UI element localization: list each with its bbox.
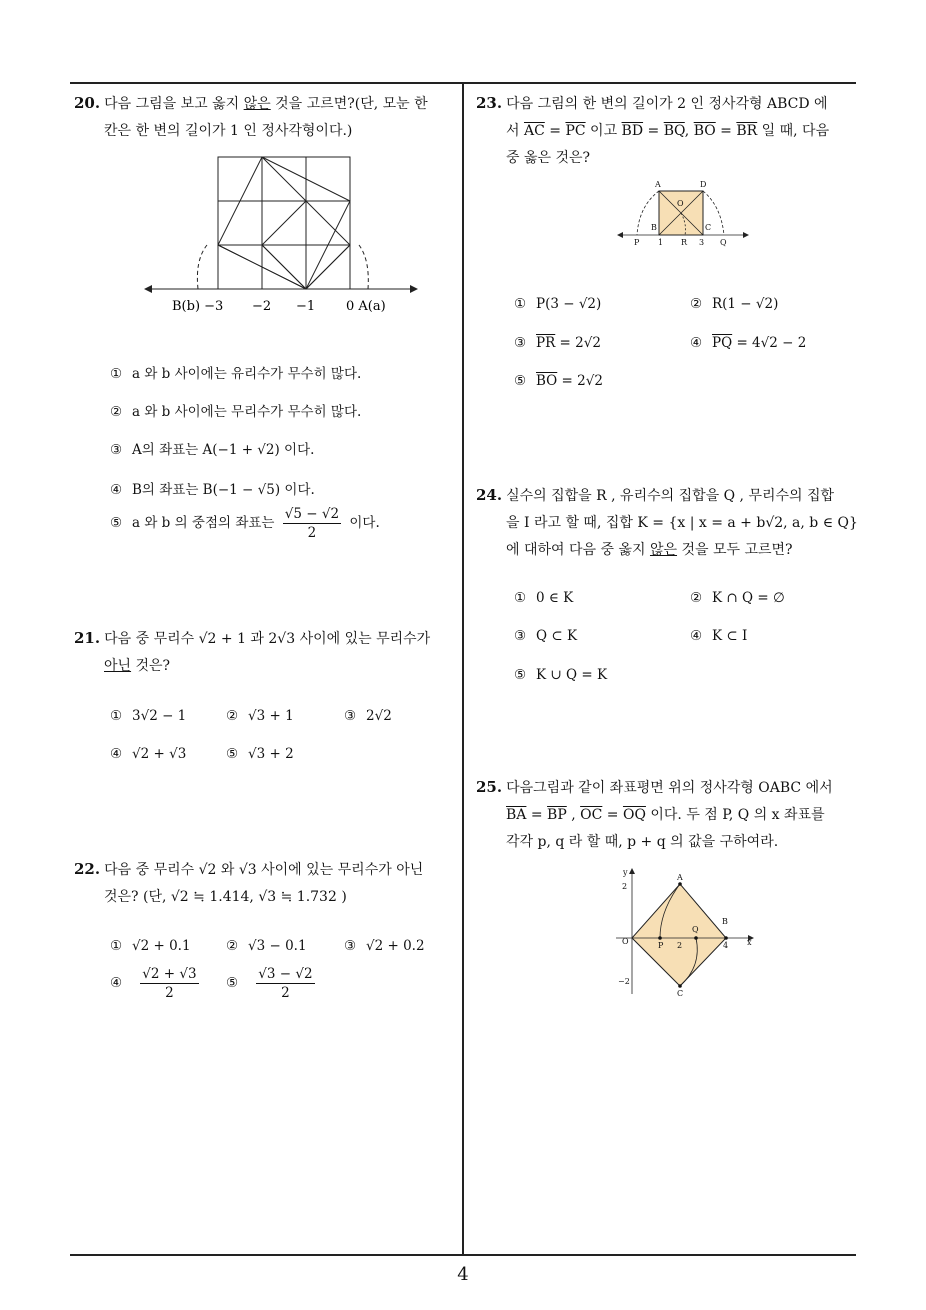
svg-text:1: 1	[658, 238, 664, 247]
q25-figure	[610, 866, 760, 998]
q20-stem: 20. 다음 그림을 보고 옳지 않은 것을 고르면?(단, 모눈 한 칸은 한 변의 길이가 1 인 정사각형이다.)	[74, 94, 428, 139]
svg-text:x: x	[747, 938, 752, 947]
q22-stem: 22. 다음 중 무리수 √2 와 √3 사이에 있는 무리수가 아닌 것은? (단, √2 ≒ 1.414, √3 ≒ 1.732 )	[74, 860, 424, 905]
q20-choice5-fraction: $\frac{√5 - √2}{2}$	[284, 506, 340, 541]
svg-text:B: B	[651, 223, 657, 232]
q25-number: 25.	[476, 778, 503, 796]
svg-text:4: 4	[723, 941, 729, 950]
q21-number: 21.	[74, 629, 101, 647]
svg-text:C: C	[677, 989, 684, 998]
q22-choice-5[interactable]: ⑤ $\frac{√3 - √2}{2}$	[226, 966, 313, 1001]
q24-choice-2[interactable]: ② K ∩ Q = ∅	[690, 590, 785, 606]
svg-text:P: P	[634, 238, 640, 247]
q20-label-m2: −2	[252, 299, 272, 314]
q23-choice-3[interactable]: ③ $\overline{PR} = 2√2$	[514, 335, 601, 351]
svg-text:y: y	[623, 868, 628, 877]
q21-stem: 21. 다음 중 무리수 √2 + 1 과 2√3 사이에 있는 무리수가 아닌 것은?	[74, 629, 431, 674]
q24-choice-1[interactable]: ① 0 ∈ K	[514, 590, 574, 606]
q25-stem: 25. 다음그림과 같이 좌표평면 위의 정사각형 OABC 에서 $\overline{BA} = \overline{BP}$ , $\overline{OC} = \overline{OQ}$ 이다. 두 점 P, Q 의 x 좌표를 각각 p, q 라 할 때, p + q 의 값을 구하여라.	[476, 778, 833, 850]
svg-text:Q: Q	[720, 238, 727, 247]
q23-choice-5[interactable]: ⑤ $\overline{BO} = 2√2$	[514, 373, 603, 389]
q24-choice-5[interactable]: ⑤ K ∪ Q = K	[514, 667, 608, 683]
svg-text:Q: Q	[692, 925, 699, 934]
svg-text:A: A	[677, 873, 683, 882]
q21-choice-1[interactable]: ① 3√2 − 1	[110, 708, 187, 724]
q23-choice-4[interactable]: ④ $\overline{PQ} = 4√2 - 2$	[690, 335, 807, 351]
q22-choice-3[interactable]: ③ √2 + 0.2	[344, 938, 425, 954]
q20-choice-5[interactable]: ⑤ a 와 b 의 중점의 좌표는 $\frac{√5 - √2}{2}$ 이다.	[110, 506, 380, 541]
q20-number: 20.	[74, 94, 101, 112]
q23-stem: 23. 다음 그림의 한 변의 길이가 2 인 정사각형 ABCD 에 서 $\overline{AC} = \overline{PC}$ 이고 $\overline{BD} = \overline{BQ}$, $\overline{BO} = \overline{BR}$ 일 때, 다음 중 옳은 것은?	[476, 94, 830, 166]
q21-choice-5[interactable]: ⑤ √3 + 2	[226, 746, 294, 762]
q23-number: 23.	[476, 94, 503, 112]
q21-choice-2[interactable]: ② √3 + 1	[226, 708, 294, 724]
svg-text:P: P	[658, 941, 664, 950]
q22-choice-1[interactable]: ① √2 + 0.1	[110, 938, 191, 954]
svg-text:D: D	[700, 180, 707, 189]
svg-text:O: O	[622, 937, 629, 946]
q24-number: 24.	[476, 486, 503, 504]
svg-text:C: C	[705, 223, 712, 232]
svg-text:2: 2	[622, 882, 628, 891]
q24-stem: 24. 실수의 집합을 R , 유리수의 집합을 Q , 무리수의 집합 을 I 라고 할 때, 집합 K = {x | x = a + b√2, a, b ∈ Q} 에 대하여 다음 중 옳지 않은 것을 모두 고르면?	[476, 486, 858, 558]
q23-choice-1[interactable]: ① P(3 − √2)	[514, 296, 602, 312]
q21-choice-4[interactable]: ④ √2 + √3	[110, 746, 187, 762]
page-number: 4	[457, 1264, 469, 1285]
q23-choice-2[interactable]: ② R(1 − √2)	[690, 296, 779, 312]
q22-choice-4[interactable]: ④ $\frac{√2 + √3}{2}$	[110, 966, 197, 1001]
bottom-rule	[70, 1254, 856, 1256]
q20-choice-2[interactable]: ② a 와 b 사이에는 무리수가 무수히 많다.	[110, 404, 362, 420]
q23-figure	[615, 176, 755, 250]
svg-text:A: A	[655, 180, 661, 189]
q20-choice-1[interactable]: ① a 와 b 사이에는 유리수가 무수히 많다.	[110, 366, 362, 382]
q24-choice-3[interactable]: ③ Q ⊂ K	[514, 628, 578, 644]
column-divider	[462, 82, 464, 1254]
svg-text:3: 3	[699, 238, 705, 247]
q21-choice-3[interactable]: ③ 2√2	[344, 708, 392, 724]
q20-label-m1: −1	[296, 299, 316, 314]
svg-text:B: B	[722, 917, 728, 926]
q20-choice-4[interactable]: ④ B의 좌표는 B(−1 − √5) 이다.	[110, 482, 315, 498]
q22-choice-2[interactable]: ② √3 − 0.1	[226, 938, 307, 954]
q20-figure	[140, 150, 430, 320]
svg-text:R: R	[681, 238, 688, 247]
q20-choice-3[interactable]: ③ A의 좌표는 A(−1 + √2) 이다.	[110, 442, 315, 458]
q20-label-a: 0 A(a)	[346, 299, 386, 314]
svg-text:−2: −2	[618, 977, 630, 986]
svg-text:2: 2	[677, 941, 683, 950]
q22-number: 22.	[74, 860, 101, 878]
q24-choice-4[interactable]: ④ K ⊂ I	[690, 628, 748, 644]
svg-text:O: O	[677, 199, 684, 208]
q20-label-b: B(b) −3	[172, 299, 224, 314]
